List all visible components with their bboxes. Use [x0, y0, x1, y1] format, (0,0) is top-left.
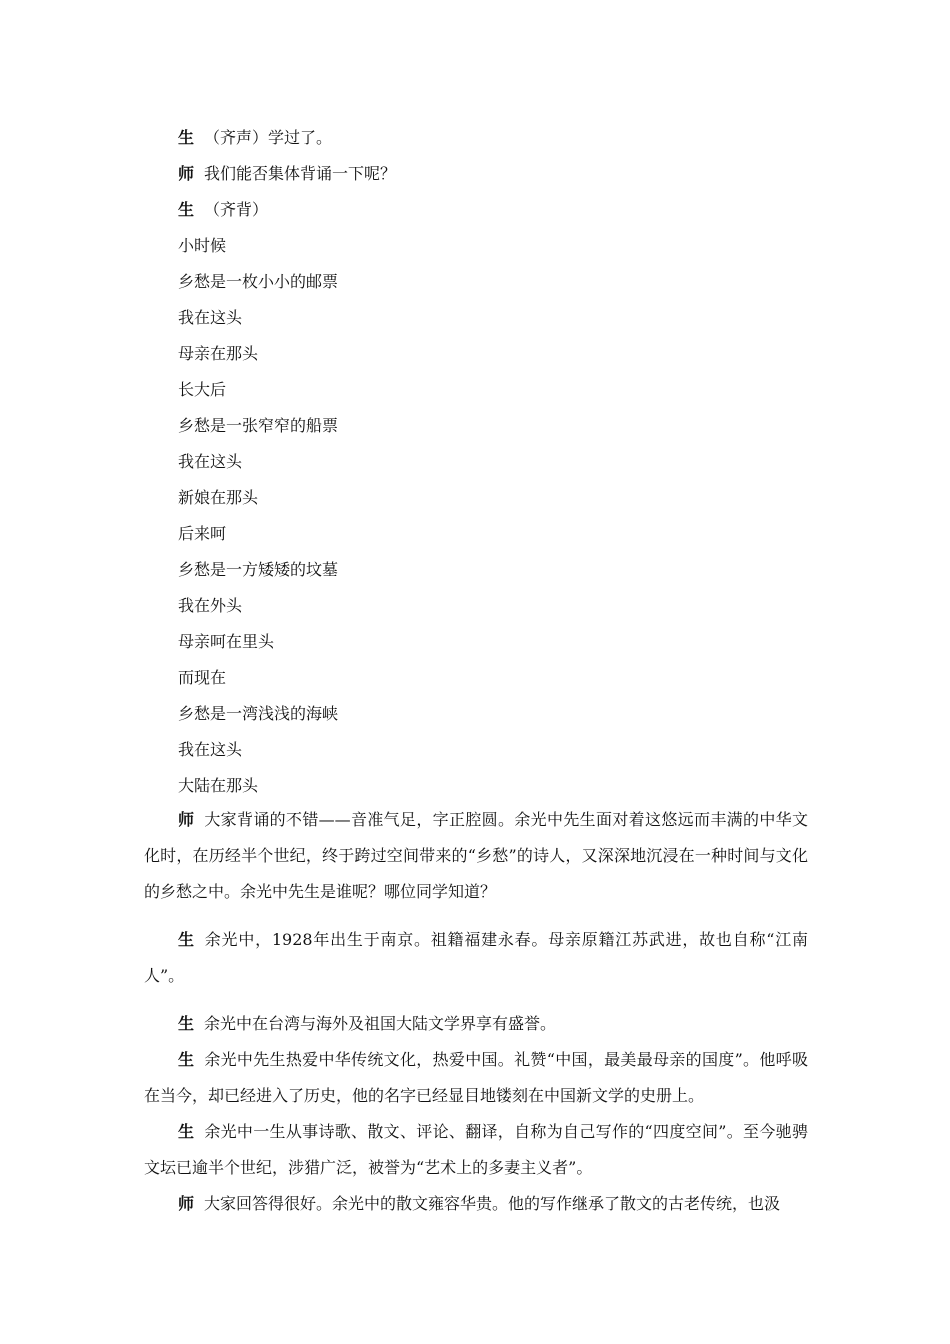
poem-line: 我在这头 [178, 452, 243, 471]
poem-line: 乡愁是一张窄窄的船票 [178, 416, 339, 435]
speaker-label: 生 [178, 1050, 195, 1069]
speaker-label: 师 [178, 164, 195, 183]
poem-line: 我在这头 [178, 308, 243, 327]
poem-line: 长大后 [178, 380, 227, 399]
paragraph-text: 大家回答得很好。余光中的散文雍容华贵。他的写作继承了散文的古老传统，也汲 [204, 1194, 781, 1213]
dialogue-text: （齐背） [204, 200, 269, 219]
speaker-label: 生 [178, 128, 195, 147]
poem-line: 母亲呵在里头 [178, 632, 275, 651]
poem-line: 我在这头 [178, 740, 243, 759]
poem-line: 后来呵 [178, 524, 227, 543]
dialogue-paragraph [144, 802, 808, 910]
speaker-label: 生 [178, 200, 195, 219]
dialogue-line [178, 200, 268, 220]
poem-line: 而现在 [178, 668, 227, 687]
poem-line: 小时候 [178, 236, 227, 255]
poem-line: 新娘在那头 [178, 488, 259, 507]
speaker-label: 师 [178, 810, 195, 829]
paragraph-text: 余光中，1928年出生于南京。祖籍福建永春。母亲原籍江苏武进，故也自称“江南人”。 [144, 930, 808, 985]
paragraph-text: 余光中先生热爱中华传统文化，热爱中国。礼赞“中国，最美最母亲的国度”。他呼吸在当今，却已经进入了历史，他的名字已经显目地镂刻在中国新文学的史册上。 [144, 1050, 808, 1105]
dialogue-paragraph [144, 1006, 808, 1042]
poem-line: 我在外头 [178, 596, 243, 615]
paragraph-text: 余光中一生从事诗歌、散文、评论、翻译，自称为自己写作的“四度空间”。至今驰骋文坛已逾半个世纪，涉猎广泛，被誉为“艺术上的多妻主义者”。 [144, 1122, 808, 1177]
dialogue-line [178, 128, 332, 148]
speaker-label: 生 [178, 1014, 195, 1033]
poem-line: 乡愁是一枚小小的邮票 [178, 272, 339, 291]
paragraph-text: 大家背诵的不错——音准气足，字正腔圆。余光中先生面对着这悠远而丰满的中华文化时，在历经半个世纪，终于跨过空间带来的“乡愁”的诗人，又深深地沉浸在一种时间与文化的乡愁之中。余光中先生是谁呢？哪位同学知道？ [144, 810, 808, 901]
poem-line: 母亲在那头 [178, 344, 259, 363]
dialogue-paragraph [144, 1186, 808, 1222]
dialogue-text: 我们能否集体背诵一下呢？ [204, 164, 397, 183]
speaker-label: 生 [178, 1122, 195, 1141]
poem-line: 大陆在那头 [178, 776, 259, 795]
poem-line: 乡愁是一湾浅浅的海峡 [178, 704, 339, 723]
dialogue-paragraph [144, 922, 808, 994]
dialogue-text: （齐声）学过了。 [204, 128, 333, 147]
speaker-label: 生 [178, 930, 195, 949]
dialogue-paragraph [144, 1114, 808, 1186]
speaker-label: 师 [178, 1194, 195, 1213]
dialogue-paragraph [144, 1042, 808, 1114]
poem-line: 乡愁是一方矮矮的坟墓 [178, 560, 339, 579]
paragraph-text: 余光中在台湾与海外及祖国大陆文学界享有盛誉。 [204, 1014, 557, 1033]
dialogue-line [178, 164, 396, 184]
